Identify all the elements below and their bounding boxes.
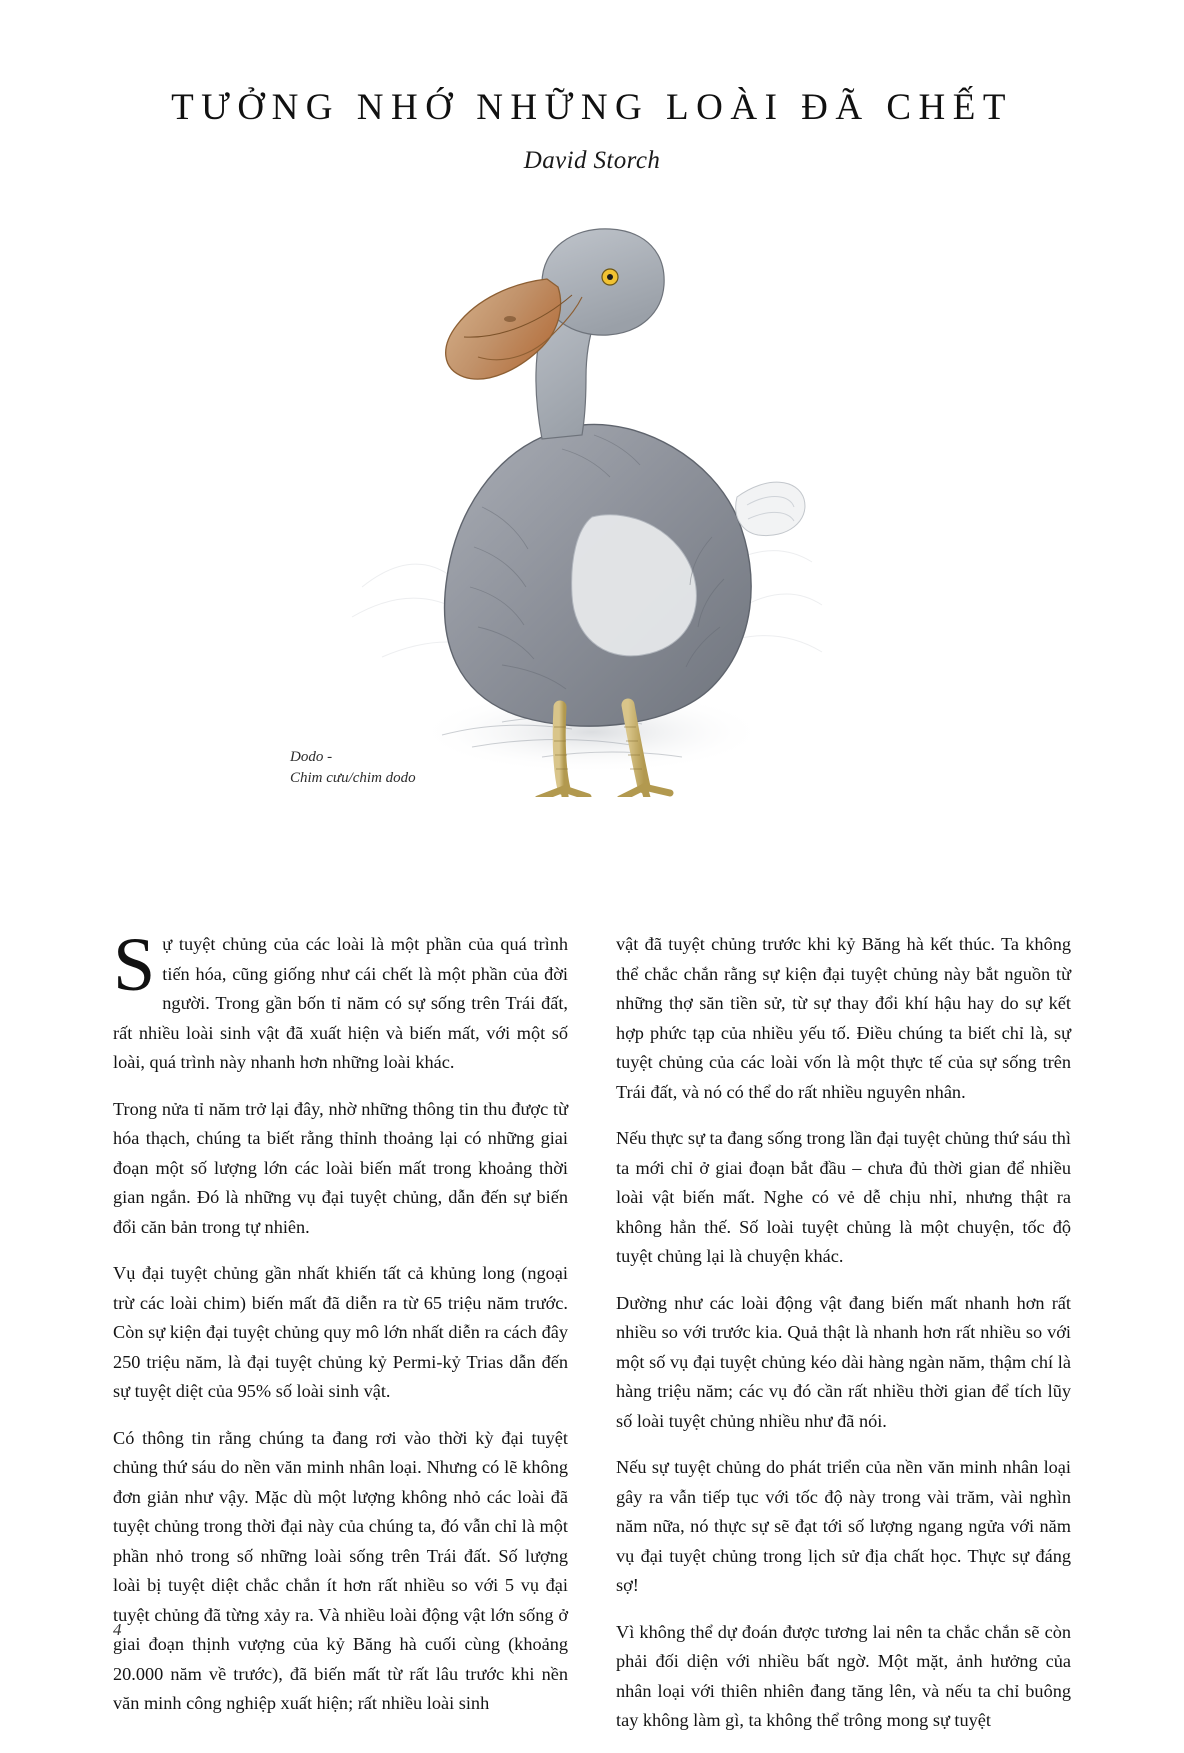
page-title: TƯỞNG NHỚ NHỮNG LOÀI ĐÃ CHẾT xyxy=(171,87,1013,128)
drop-cap: S xyxy=(113,923,156,1007)
caption-line-1: Dodo - xyxy=(290,748,333,765)
article-columns xyxy=(113,923,1071,1753)
dodo-pupil xyxy=(607,274,613,280)
paragraph-left-2: Trong nửa tỉ năm trở lại đây, nhờ những thông tin thu được từ hóa thạch, chúng ta biết rằng thỉnh thoảng lại có những giai đoạn một số lượng lớn các loài biến mất trong khoảng thời gian ngắn. Đó là những vụ đại tuyệt chủng, dẫn đến sự biến đổi căn bản trong tự nhiên. xyxy=(113,1098,568,1237)
paragraph-left-1-text: ự tuyệt chủng của các loài là một phần của quá trình tiến hóa, cũng giống như cái chết là một phần của đời người. Trong gần bốn tỉ năm có sự sống trên Trái đất, rất nhiều loài sinh vật đã xuất hiện và biến mất, với một số loài, quá trình này nhanh hơn những loài khác. xyxy=(113,934,568,1072)
paragraph-right-2: Nếu thực sự ta đang sống trong lần đại tuyệt chủng thứ sáu thì ta mới chỉ ở giai đoạn bắt đầu – chưa đủ thời gian để nhiều loài vật biến mất. Nghe có vẻ dễ chịu nhỉ, nhưng thật ra không hẳn thế. Số loài tuyệt chủng là một chuyện, tốc độ tuyệt chủng lại là chuyện khác. xyxy=(616,1128,1071,1266)
right-column xyxy=(616,930,1071,1753)
dodo-tail xyxy=(736,482,805,535)
paragraph-right-1: vật đã tuyệt chủng trước khi kỷ Băng hà kết thúc. Ta không thể chắc chắn rằng sự kiện đại tuyệt chủng này bắt nguồn từ những thợ săn tiền sử, từ sự thay đổi khí hậu hay do sự kết hợp phức tạp của nhiều yếu tố. Điều chúng ta biết chỉ là, sự tuyệt chủng của các loài vốn là một thực tế của sự sống trên Trái đất, và nó có thể do rất nhiều nguyên nhân. xyxy=(616,934,1071,1102)
page-number: 4 xyxy=(113,1620,122,1639)
paragraph-left-3: Vụ đại tuyệt chủng gần nhất khiến tất cả khủng long (ngoại trừ các loài chim) biến mất đã diễn ra từ 65 triệu năm trước. Còn sự kiện đại tuyệt chủng quy mô lớn nhất diễn ra cách đây 250 triệu năm, là đại tuyệt chủng kỷ Permi-kỷ Trias dẫn đến sự tuyệt diệt của 95% số loài sinh vật. xyxy=(113,1263,568,1401)
paragraph-left-4: Có thông tin rằng chúng ta đang rơi vào thời kỳ đại tuyệt chủng thứ sáu do nền văn minh nhân loại. Nhưng có lẽ không đơn giản như vậy. Mặc dù một lượng không nhỏ các loài đã tuyệt chủng trong thời đại này của chúng ta, đó vẫn chỉ là một phần nhỏ trong số những loài sống trên Trái đất. Số lượng loài bị tuyệt diệt chắc chắn ít hơn rất nhiều so với 5 vụ đại tuyệt chủng đã từng xảy ra. Và nhiều loài động vật lớn sống ở giai đoạn thịnh vượng của kỷ Băng hà cuối cùng (khoảng 20.000 năm về trước), đã biến mất từ rất lâu trước khi nền văn minh công nghiệp xuất hiện; rất nhiều loài sinh xyxy=(113,1427,568,1713)
figure-caption xyxy=(290,747,416,791)
paragraph-right-4: Nếu sự tuyệt chủng do phát triển của nền văn minh nhân loại gây ra vẫn tiếp tục với tốc độ này trong vài trăm, vài nghìn năm nữa, nó thực sự sẽ đạt tới số lượng ngang ngửa với năm vụ đại tuyệt chủng trong lịch sử địa chất học. Thực sự đáng sợ! xyxy=(616,1457,1071,1595)
paragraph-left-1 xyxy=(113,923,568,1078)
beak-nostril xyxy=(504,316,516,322)
caption-line-2: Chim cưu/chim dodo xyxy=(290,770,416,787)
left-column xyxy=(113,923,568,1753)
author-name: David Storch xyxy=(523,146,661,174)
dodo-illustration xyxy=(242,187,942,797)
dodo-feet xyxy=(538,787,670,797)
dodo-figure xyxy=(0,187,1184,807)
paragraph-right-3: Dường như các loài động vật đang biến mất nhanh hơn rất nhiều so với trước kia. Quả thật là nhanh hơn rất nhiều so với một số vụ đại tuyệt chủng kéo dài hàng ngàn năm, thậm chí là hàng triệu năm; các vụ đó cần rất nhiều thời gian để tích lũy số loài tuyệt chủng nhiều như đã nói. xyxy=(616,1292,1071,1431)
paragraph-right-5: Vì không thể dự đoán được tương lai nên ta chắc chắn sẽ còn phải đối diện với nhiều bất ngờ. Một mặt, ảnh hưởng của nhân loại với thiên nhiên đang tăng lên, và nếu ta chỉ buông tay không làm gì, ta không thể trông mong sự tuyệt xyxy=(616,1621,1071,1730)
